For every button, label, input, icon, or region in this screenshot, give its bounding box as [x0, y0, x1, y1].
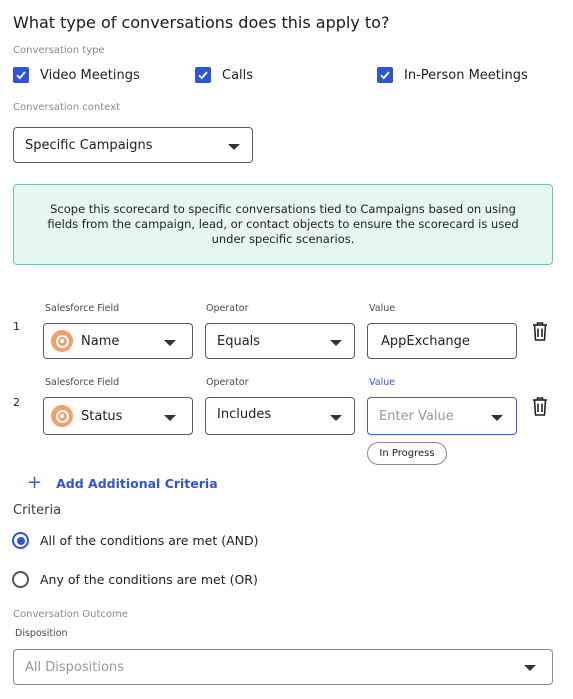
value-input[interactable] [367, 323, 517, 359]
salesforce-field-select[interactable] [43, 323, 193, 359]
add-criteria-button[interactable] [27, 474, 218, 492]
conversation-context-select[interactable] [13, 127, 253, 163]
radio-and[interactable] [12, 532, 258, 549]
value-label: Value [369, 303, 396, 314]
chevron-down-icon [524, 665, 536, 671]
radio-or[interactable] [12, 571, 258, 588]
plus-icon: + [27, 472, 43, 493]
check-icon[interactable] [377, 67, 393, 83]
disposition-select[interactable] [13, 649, 553, 685]
row-number: 1 [13, 320, 20, 333]
check-icon[interactable] [13, 67, 29, 83]
chevron-down-icon [228, 144, 240, 150]
radio-unselected-icon[interactable] [12, 571, 29, 588]
check-icon[interactable] [195, 67, 211, 83]
delete-row-button[interactable] [530, 320, 550, 346]
chevron-down-icon [330, 415, 342, 421]
chevron-down-icon [330, 340, 342, 346]
radio-label: Any of the conditions are met (OR) [40, 572, 258, 587]
select-value: Includes [217, 407, 272, 422]
select-placeholder: All Dispositions [25, 659, 124, 675]
info-banner-text: Scope this scorecard to specific conversations tied to Campaigns based on using fields from the campaign, lead, or contact objects to ensure the scorecard is used under specific scenarios. [47, 202, 519, 246]
trash-icon[interactable] [530, 320, 550, 342]
salesforce-field-label: Salesforce Field [45, 377, 120, 388]
conversation-type-label: Conversation type [13, 45, 105, 56]
input-value: AppExchange [381, 333, 470, 349]
chevron-down-icon [164, 415, 176, 421]
select-value: Name [81, 333, 120, 349]
checkbox-label: Video Meetings [40, 67, 140, 83]
checkbox-calls[interactable] [195, 67, 253, 83]
radio-selected-icon[interactable] [12, 532, 29, 549]
select-value: Status [81, 408, 123, 424]
info-banner [13, 184, 553, 265]
select-value: Specific Campaigns [25, 137, 153, 153]
chevron-down-icon [491, 415, 503, 421]
value-chip[interactable]: In Progress [367, 442, 447, 465]
salesforce-field-select[interactable] [43, 397, 193, 435]
delete-row-button[interactable] [530, 395, 550, 421]
conversation-context-label: Conversation context [13, 102, 120, 113]
operator-label: Operator [206, 303, 249, 314]
add-criteria-label: Add Additional Criteria [56, 475, 218, 491]
page-title: What type of conversations does this apply to? [13, 13, 390, 32]
radio-label: All of the conditions are met (AND) [40, 533, 259, 548]
disposition-label: Disposition [15, 628, 68, 639]
criteria-title: Criteria [13, 503, 62, 518]
trash-icon[interactable] [530, 395, 550, 417]
target-icon [51, 330, 73, 352]
value-label: Value [369, 377, 396, 388]
target-icon [51, 405, 73, 427]
checkbox-label: Calls [222, 67, 254, 83]
row-number: 2 [13, 396, 20, 409]
value-select[interactable] [367, 397, 517, 435]
operator-select[interactable] [205, 397, 355, 435]
checkbox-label: In-Person Meetings [404, 67, 528, 83]
chevron-down-icon [164, 340, 176, 346]
checkbox-video-meetings[interactable] [13, 67, 140, 83]
operator-label: Operator [206, 377, 249, 388]
operator-select[interactable] [205, 323, 355, 359]
checkbox-in-person-meetings[interactable] [377, 67, 528, 83]
select-placeholder: Enter Value [379, 408, 454, 424]
conversation-outcome-label: Conversation Outcome [13, 609, 128, 620]
salesforce-field-label: Salesforce Field [45, 303, 120, 314]
select-value: Equals [217, 333, 261, 349]
